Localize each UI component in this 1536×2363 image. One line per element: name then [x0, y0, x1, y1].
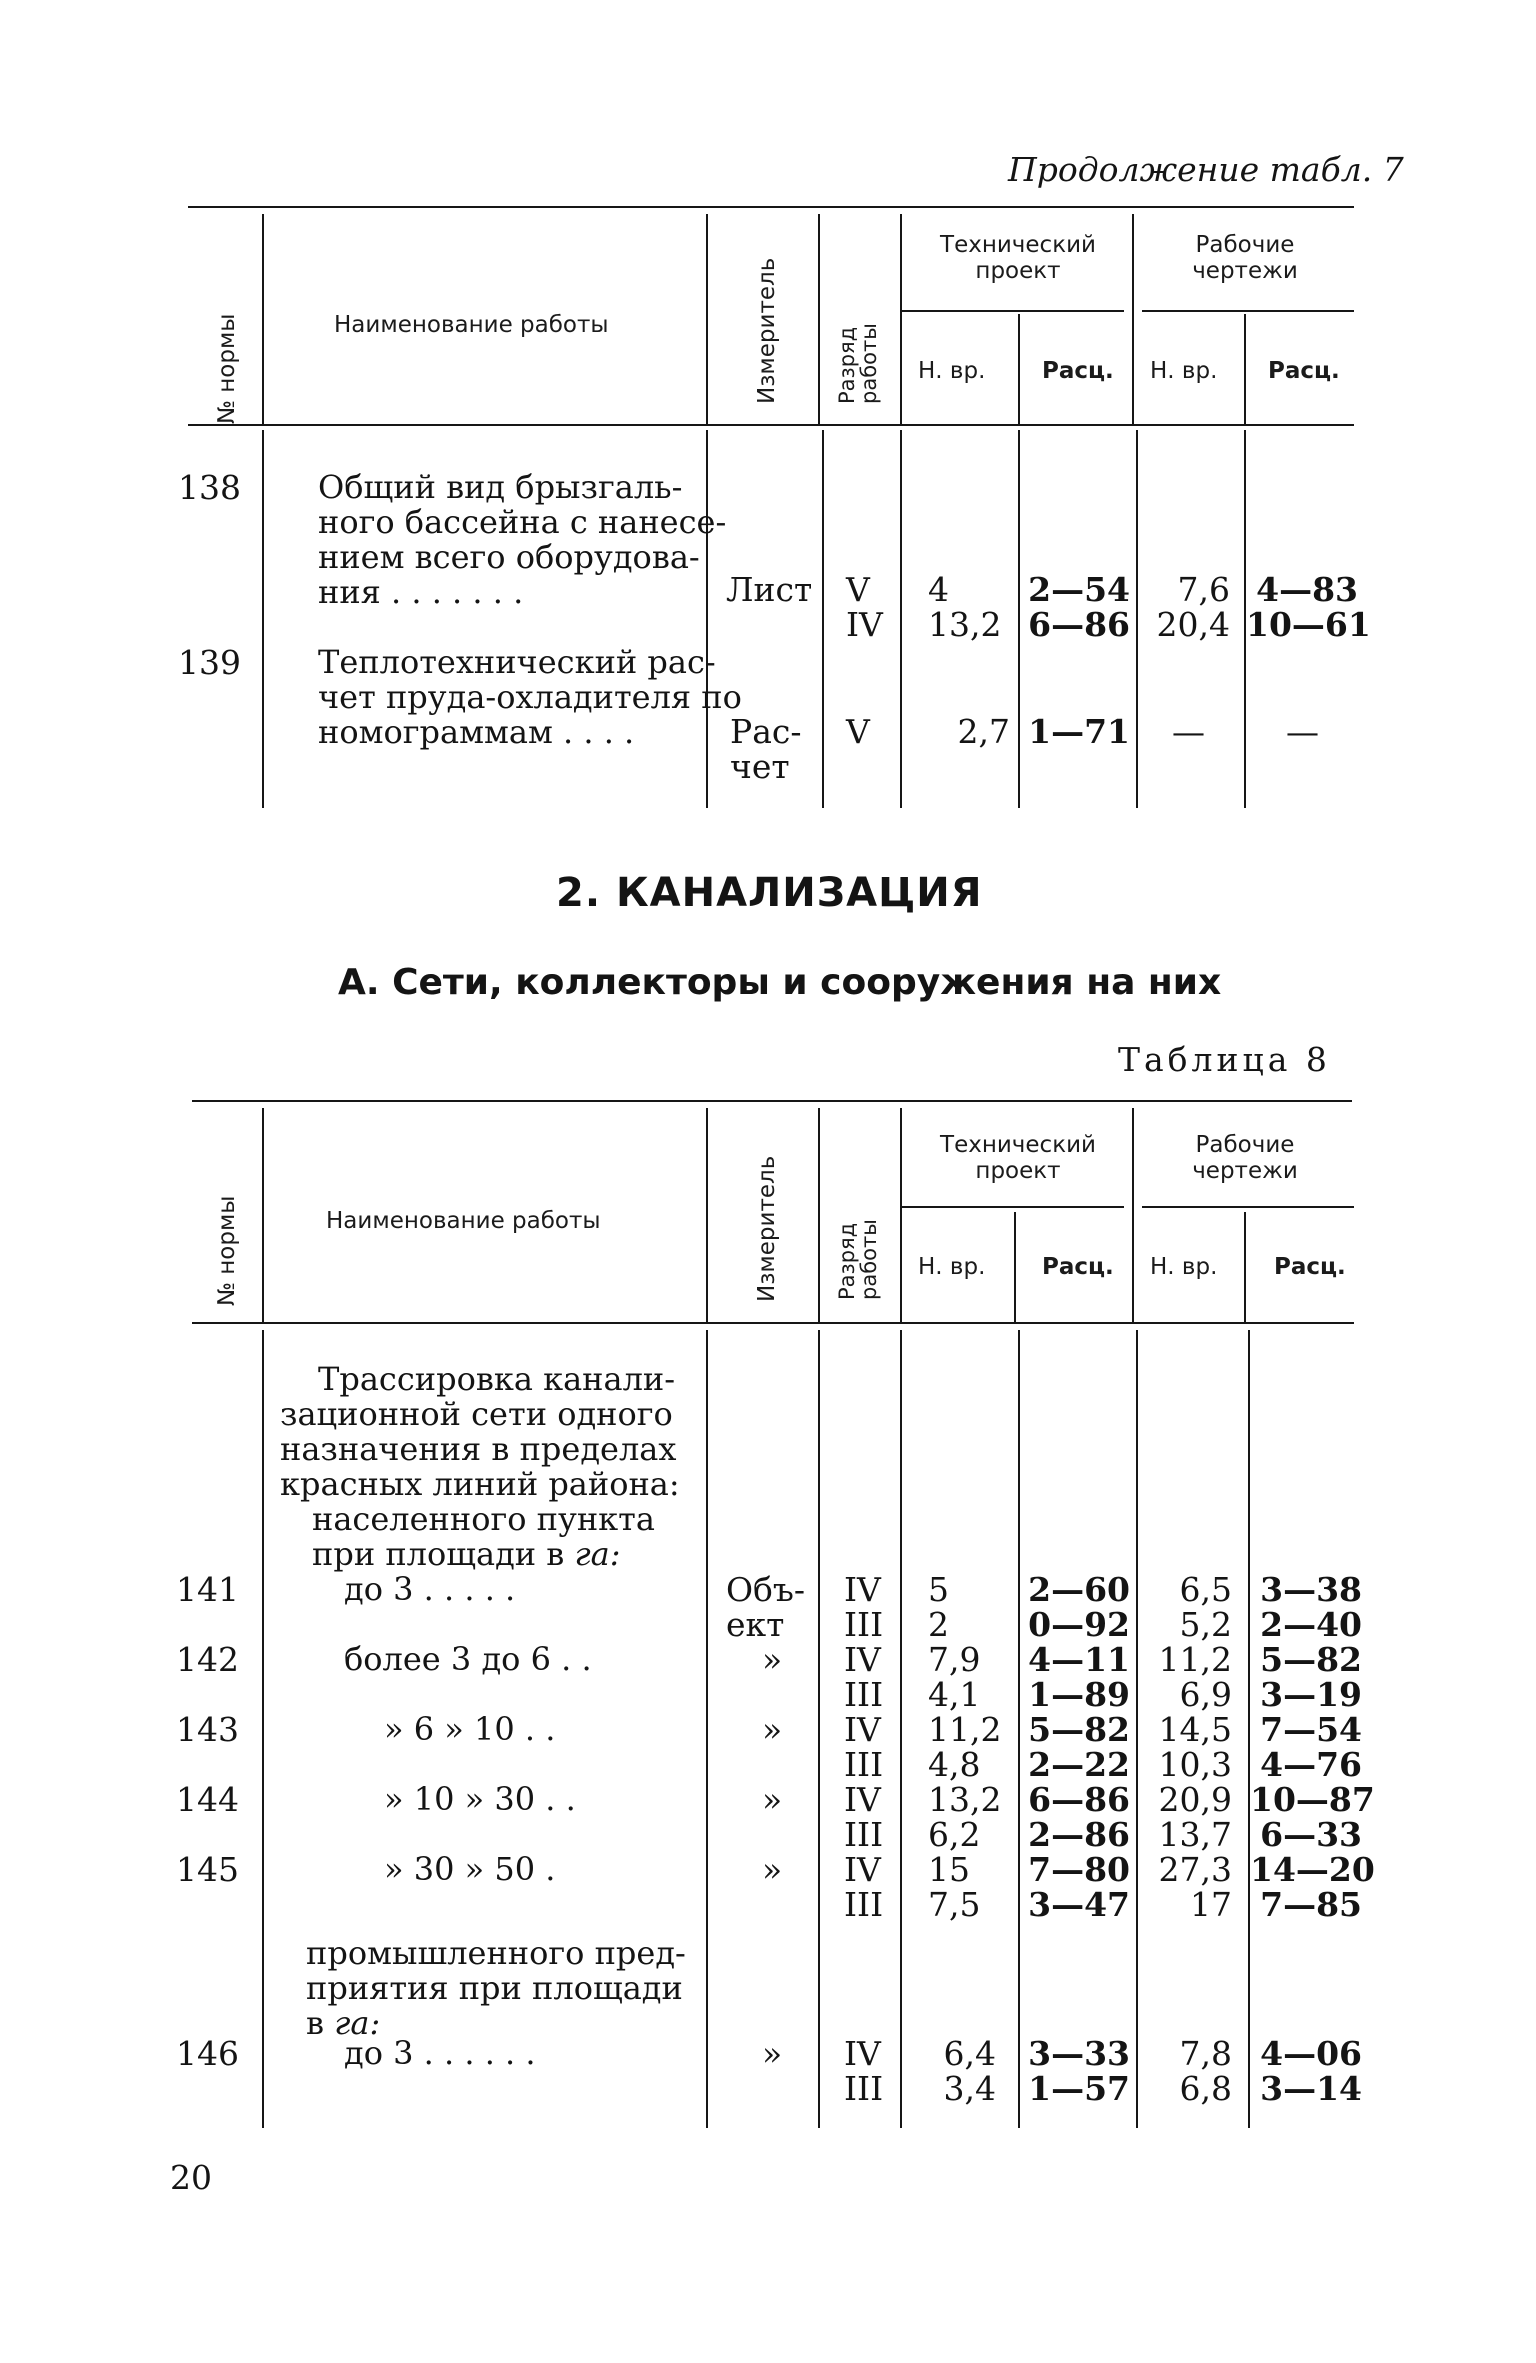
work-description: до 3 . . . . . [344, 1570, 516, 1608]
wd-time [1140, 2036, 1232, 2106]
header-divider [818, 1108, 820, 1324]
tech-project-line: Технический [940, 232, 1096, 258]
tp-rate [1020, 1852, 1130, 1922]
value: 4—83 [1256, 570, 1358, 609]
value: 3—38 [1260, 1570, 1362, 1609]
value: 13,2 [928, 1780, 1002, 1819]
value: 11,2 [928, 1710, 1002, 1749]
value: 3—19 [1260, 1675, 1362, 1714]
value: 20,4 [1156, 605, 1230, 644]
header-divider [900, 1108, 902, 1324]
value: 6—33 [1260, 1815, 1362, 1854]
wd-rate [1250, 2036, 1362, 2106]
body-divider [818, 1330, 820, 2128]
body-divider [900, 430, 902, 808]
table-top-rule [188, 206, 1354, 208]
value: 27,3 [1158, 1850, 1232, 1889]
measure-unit: » [762, 1850, 783, 1889]
column-header-norm-no: № нормы [214, 1195, 240, 1306]
wd-rate [1250, 1572, 1362, 1642]
tp-time: 2,7 [957, 712, 1010, 751]
work-grade [844, 1572, 883, 1642]
value: 6,9 [1179, 1675, 1232, 1714]
wd-rate [1246, 570, 1371, 644]
body-divider [1136, 430, 1138, 808]
norm-number: 144 [176, 1780, 239, 1819]
column-header-tp-rate: Расц. [1042, 1254, 1114, 1280]
value: 6,2 [928, 1815, 981, 1854]
value: 6—86 [1028, 605, 1130, 644]
value: 7,8 [1179, 2034, 1232, 2073]
header-divider [706, 214, 708, 426]
tp-rate [1020, 572, 1130, 642]
area-unit: га: [574, 1535, 621, 1573]
value: 4,8 [928, 1745, 981, 1784]
value: 10,3 [1158, 1745, 1232, 1784]
wd-time [1140, 1642, 1232, 1712]
tp-time [928, 1852, 980, 1922]
column-group-working-drawings [1136, 1132, 1354, 1184]
tp-time [928, 1712, 1001, 1782]
work-grade [846, 572, 883, 642]
value: 4 [928, 570, 949, 609]
description-line: приятия при площади [306, 1969, 683, 2007]
description-line: чет пруда-охладителя по [318, 678, 742, 716]
description-line: номограммам . . . . [318, 713, 635, 751]
tp-time [928, 1642, 980, 1712]
value: 6,5 [1179, 1570, 1232, 1609]
description-line: назначения в пределах [280, 1430, 677, 1468]
value: Объ- [726, 1570, 806, 1609]
description-line: ния . . . . . . . [318, 573, 524, 611]
measure-unit: » [762, 1640, 783, 1679]
work-description [318, 645, 742, 750]
body-divider [262, 430, 264, 808]
norm-number: 141 [176, 1570, 239, 1609]
wd-rate [1250, 1780, 1375, 1854]
value: 7,5 [928, 1885, 981, 1924]
value: 0—92 [1028, 1605, 1130, 1644]
value: ект [726, 1605, 785, 1644]
tech-project-line: Технический [940, 1132, 1096, 1158]
header-divider [1244, 1212, 1246, 1324]
value: 10—61 [1246, 605, 1371, 644]
column-header-work-name: Наименование работы [326, 1208, 601, 1234]
work-description: до 3 . . . . . . [344, 2034, 536, 2072]
work-group-description [306, 1936, 686, 2041]
tech-project-line: проект [975, 1158, 1061, 1184]
value: IV [844, 1850, 881, 1889]
value: 7,9 [928, 1640, 981, 1679]
value: 2 [928, 1605, 949, 1644]
column-header-work-name: Наименование работы [334, 312, 609, 338]
wd-time [1140, 1572, 1232, 1642]
description-line [280, 1537, 680, 1572]
header-divider [1132, 214, 1134, 426]
wd-time [1140, 1852, 1232, 1922]
table-top-rule [192, 1100, 1352, 1102]
header-divider [1014, 1212, 1016, 1324]
column-header-tp-rate: Расц. [1042, 358, 1114, 384]
description-line: населенного пункта [312, 1500, 655, 1538]
measure-unit: » [762, 1780, 783, 1819]
column-header-grade [836, 323, 880, 404]
value: 3—14 [1260, 2069, 1362, 2108]
column-header-wd-rate: Расц. [1268, 358, 1340, 384]
value: 1—89 [1028, 1675, 1130, 1714]
value: IV [844, 2034, 881, 2073]
wd-rate [1250, 1642, 1362, 1712]
work-grade [844, 2036, 883, 2106]
column-header-tp-time: Н. вр. [918, 358, 986, 384]
description-text: при площади в [312, 1535, 565, 1573]
description-line: красных линий района: [280, 1465, 680, 1503]
wd-rate [1250, 1712, 1362, 1782]
column-header-norm-no: № нормы [214, 313, 240, 424]
grade-value: V [846, 570, 870, 609]
tp-time [928, 572, 1001, 642]
description-line: Общий вид брызгаль- [318, 468, 683, 506]
section-title: 2. КАНАЛИЗАЦИЯ [556, 870, 983, 916]
header-divider [706, 1108, 708, 1324]
description-line: Теплотехнический рас- [318, 643, 716, 681]
value: 5 [928, 1570, 949, 1609]
norm-number: 146 [176, 2034, 239, 2073]
work-grade: V [846, 712, 870, 751]
tp-rate [1020, 2036, 1130, 2106]
header-divider [1018, 314, 1020, 426]
wd-rate [1250, 1850, 1375, 1924]
value: IV [844, 1710, 881, 1749]
working-drawings-line: Рабочие [1195, 1132, 1295, 1158]
column-header-grade [836, 1219, 880, 1300]
norm-number: 142 [176, 1640, 239, 1679]
value: 10—87 [1250, 1780, 1375, 1819]
value: 4—11 [1028, 1640, 1130, 1679]
column-group-working-drawings [1136, 232, 1354, 284]
value: 1—57 [1028, 2069, 1130, 2108]
value: 6—86 [1028, 1780, 1130, 1819]
value: III [844, 1745, 884, 1784]
wd-rate: — [1286, 712, 1319, 751]
value: 14—20 [1250, 1850, 1375, 1889]
work-description: » 10 » 30 . . [384, 1780, 576, 1818]
grade-value: IV [846, 605, 883, 644]
working-drawings-line: чертежи [1192, 1158, 1298, 1184]
value: 3,4 [943, 2069, 996, 2108]
wd-time [1140, 1712, 1232, 1782]
value: 4—06 [1260, 2034, 1362, 2073]
work-grade [844, 1852, 883, 1922]
value: 13,7 [1158, 1815, 1232, 1854]
value: 6,8 [1179, 2069, 1232, 2108]
description-line: ного бассейна с нанесе- [318, 503, 727, 541]
value: 2—22 [1028, 1745, 1130, 1784]
value: 2—54 [1028, 570, 1130, 609]
norm-number: 139 [178, 643, 241, 682]
table-continuation-caption: Продолжение табл. 7 [1008, 150, 1404, 189]
value: III [844, 2069, 884, 2108]
value: IV [844, 1570, 881, 1609]
wd-time [1140, 572, 1230, 642]
tp-time [928, 1782, 1001, 1852]
column-header-wd-time: Н. вр. [1150, 1254, 1218, 1280]
value: 17 [1190, 1885, 1232, 1924]
header-divider [1132, 1108, 1134, 1324]
value: 7,6 [1177, 570, 1230, 609]
column-group-tech-project [904, 1132, 1132, 1184]
work-description: » 6 » 10 . . [384, 1710, 556, 1748]
body-divider [262, 1330, 264, 2128]
page-number: 20 [170, 2158, 212, 2197]
header-divider [262, 1108, 264, 1324]
column-group-tech-project [904, 232, 1132, 284]
measure-unit: » [762, 1710, 783, 1749]
subheader-rule-drawings [1142, 310, 1354, 312]
header-divider [818, 214, 820, 426]
value: III [844, 1815, 884, 1854]
body-divider [706, 1330, 708, 2128]
value: 7—85 [1260, 1885, 1362, 1924]
area-unit: га: [334, 2004, 381, 2042]
value: 2—60 [1028, 1570, 1130, 1609]
column-header-wd-time: Н. вр. [1150, 358, 1218, 384]
grade-header-line: Разряд [835, 1222, 859, 1300]
work-group-description [280, 1362, 680, 1572]
subheader-rule-drawings [1142, 1206, 1354, 1208]
value: 5—82 [1260, 1640, 1362, 1679]
body-divider [900, 1330, 902, 2128]
measure-unit: » [762, 2034, 783, 2073]
tp-rate: 1—71 [1028, 712, 1130, 751]
grade-header-line: работы [857, 1219, 881, 1300]
column-header-tp-time: Н. вр. [918, 1254, 986, 1280]
norm-number: 145 [176, 1850, 239, 1889]
value: 14,5 [1158, 1710, 1232, 1749]
value: 11,2 [1158, 1640, 1232, 1679]
value: 4,1 [928, 1675, 981, 1714]
tp-rate [1020, 1642, 1130, 1712]
subsection-title: А. Сети, коллекторы и сооружения на них [338, 962, 1222, 1003]
value: III [844, 1885, 884, 1924]
subheader-rule-tech [902, 1206, 1124, 1208]
working-drawings-line: Рабочие [1195, 232, 1295, 258]
body-divider [1136, 1330, 1138, 2128]
value: IV [844, 1640, 881, 1679]
work-grade [844, 1642, 883, 1712]
value: 2—86 [1028, 1815, 1130, 1854]
value: 6,4 [943, 2034, 996, 2073]
header-divider [1244, 314, 1246, 426]
measure-unit [726, 1572, 805, 1642]
work-description: более 3 до 6 . . [344, 1640, 592, 1678]
value: 4—76 [1260, 1745, 1362, 1784]
work-grade [844, 1782, 883, 1852]
value: чет [730, 747, 790, 786]
value: III [844, 1605, 884, 1644]
tp-rate [1020, 1782, 1130, 1852]
working-drawings-line: чертежи [1192, 258, 1298, 284]
tp-time [904, 2036, 996, 2106]
work-description [318, 470, 726, 610]
measure-unit [730, 714, 802, 784]
tp-rate [1020, 1572, 1130, 1642]
grade-header-line: Разряд [835, 326, 859, 404]
norm-number: 143 [176, 1710, 239, 1749]
header-bottom-rule [192, 1322, 1354, 1324]
work-description: » 30 » 50 . [384, 1850, 556, 1888]
value: IV [844, 1780, 881, 1819]
value: 20,9 [1158, 1780, 1232, 1819]
value: 15 [928, 1850, 970, 1889]
column-header-measure: Измеритель [754, 257, 780, 404]
description-line: зационной сети одного [280, 1395, 673, 1433]
wd-time: — [1172, 712, 1205, 751]
tech-project-line: проект [975, 258, 1061, 284]
value: 5—82 [1028, 1710, 1130, 1749]
value: 3—47 [1028, 1885, 1130, 1924]
tp-time [928, 1572, 949, 1642]
column-header-wd-rate: Расц. [1274, 1254, 1346, 1280]
value: 7—80 [1028, 1850, 1130, 1889]
column-header-measure: Измеритель [754, 1155, 780, 1302]
value: 2—40 [1260, 1605, 1362, 1644]
description-line: промышленного пред- [306, 1934, 686, 1972]
value: 13,2 [928, 605, 1002, 644]
description-line: Трассировка канали- [318, 1360, 676, 1398]
work-grade [844, 1712, 883, 1782]
value: Рас- [730, 712, 802, 751]
description-text: в [306, 2004, 325, 2042]
body-divider [822, 430, 824, 808]
wd-time [1140, 1782, 1232, 1852]
tp-rate [1020, 1712, 1130, 1782]
header-divider [262, 214, 264, 426]
header-divider [900, 214, 902, 426]
value: 7—54 [1260, 1710, 1362, 1749]
value: 3—33 [1028, 2034, 1130, 2073]
table-label: Таблица 8 [1118, 1040, 1331, 1079]
subheader-rule-tech [902, 310, 1124, 312]
measure-unit: Лист [726, 570, 813, 609]
header-bottom-rule [188, 424, 1354, 426]
grade-header-line: работы [857, 323, 881, 404]
description-line: нием всего оборудова- [318, 538, 700, 576]
norm-number: 138 [178, 468, 241, 507]
value: III [844, 1675, 884, 1714]
value: 5,2 [1179, 1605, 1232, 1644]
